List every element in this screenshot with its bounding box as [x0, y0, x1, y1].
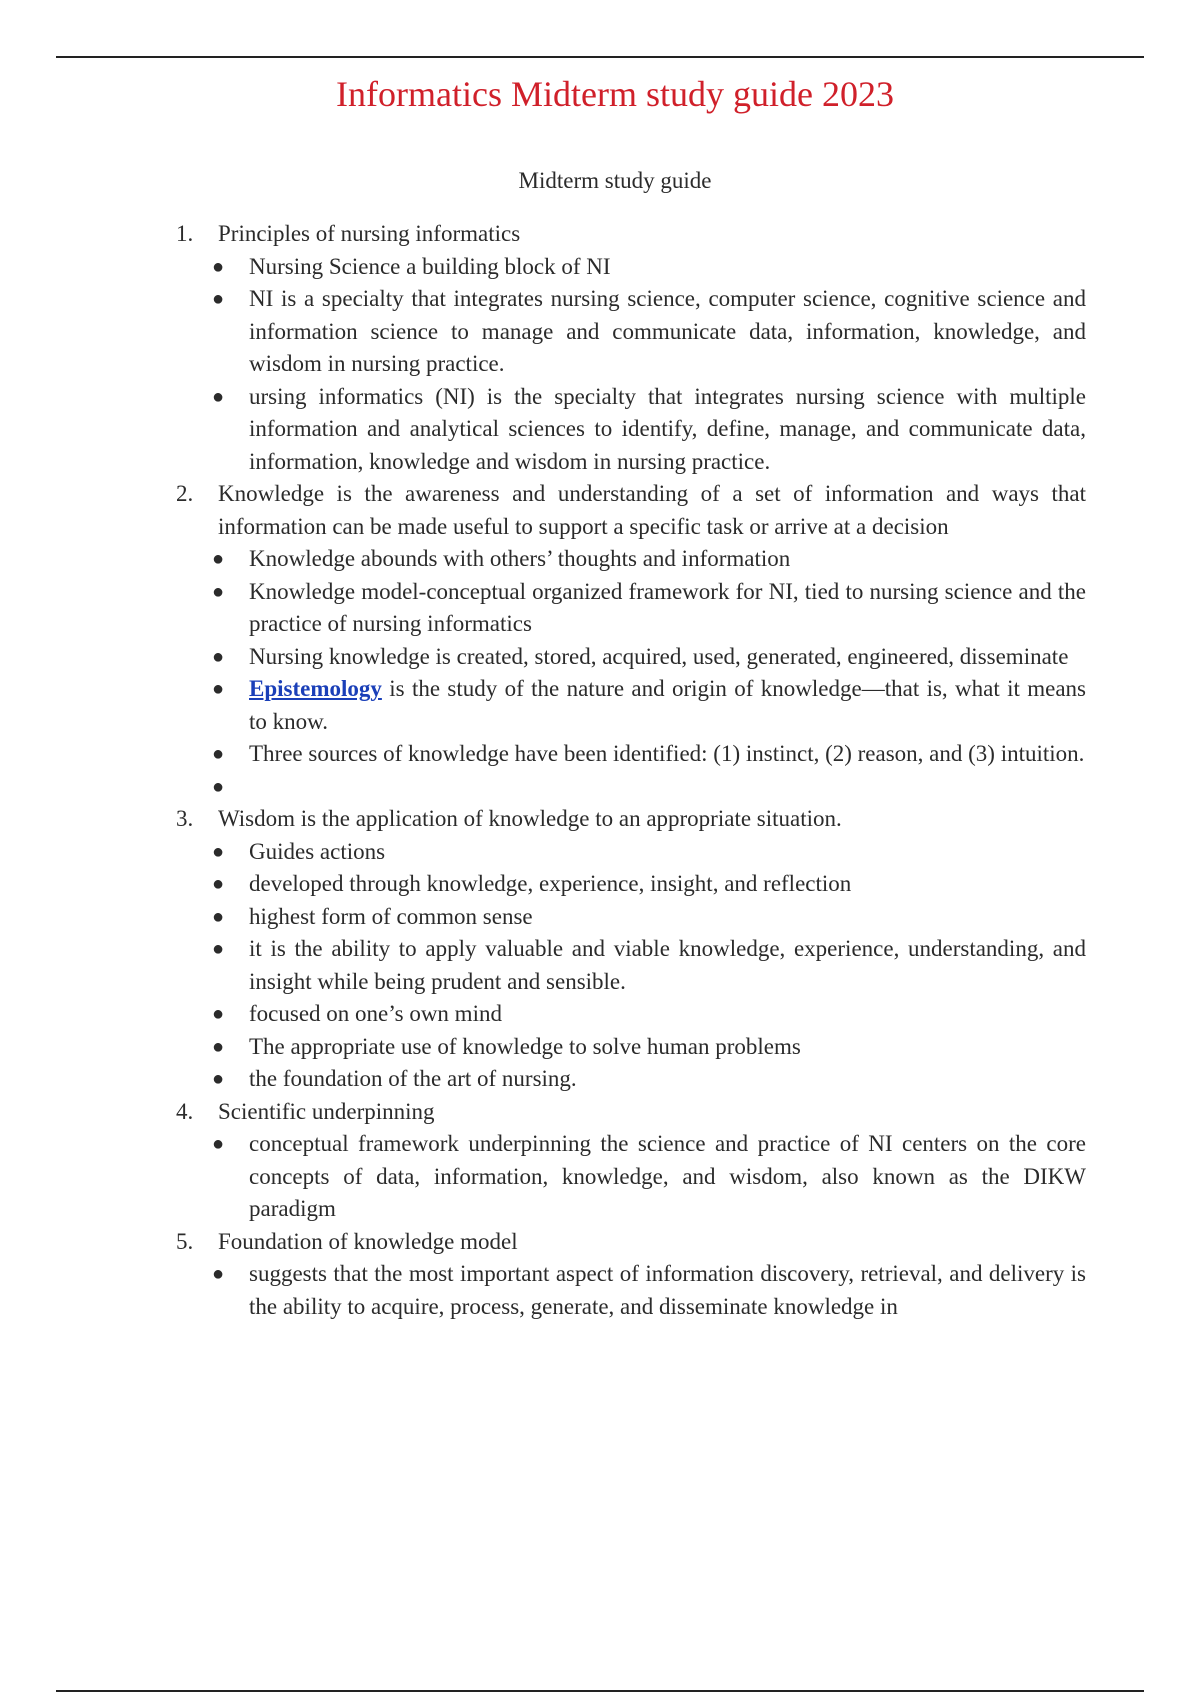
- bullet-icon: ●: [212, 1133, 225, 1155]
- document-title: Informatics Midterm study guide 2023: [336, 74, 894, 114]
- section-heading: Foundation of knowledge model: [218, 1228, 518, 1254]
- list-item: ● Guides actions: [249, 836, 1086, 869]
- list-item: ● Nursing knowledge is created, stored, acquired, used, generated, engineered, disseminate: [249, 641, 1086, 674]
- section-number: 2.: [176, 481, 194, 506]
- bullet-icon: ●: [212, 873, 225, 895]
- section-4: [176, 1096, 1086, 1129]
- bullet-icon: ●: [212, 255, 225, 278]
- section-2: [176, 478, 1086, 543]
- empty-list-item: [212, 771, 1086, 804]
- list-item: ● Knowledge model-conceptual organized framework for NI, tied to nursing science and the practice of nursing informatics: [249, 576, 1086, 641]
- list-item: ● Knowledge abounds with others’ thoughts and information: [249, 543, 1086, 576]
- section-heading: Wisdom is the application of knowledge to an appropriate situation.: [218, 806, 842, 831]
- section-heading: Principles of nursing informatics: [218, 221, 521, 246]
- section-4-bullets: [176, 1128, 1086, 1226]
- bullet-icon: ●: [212, 645, 225, 668]
- section-heading: Knowledge is the awareness and understanding of a set of information and ways that information can be made useful to support a specific task or arrive at a decision: [218, 481, 1086, 539]
- section-number: 1.: [176, 221, 194, 246]
- bullet-icon: ●: [212, 905, 225, 928]
- list-item: ● NI is a specialty that integrates nursing science, computer science, cognitive science and information science to manage and communicate data, information, knowledge, and wisdom in nursing practice.: [249, 283, 1086, 381]
- bullet-icon: ●: [212, 1263, 225, 1285]
- section-number: 3.: [176, 806, 194, 831]
- study-guide-content: [176, 218, 1086, 1323]
- list-item: ● developed through knowledge, experience, insight, and reflection: [249, 868, 1086, 901]
- section-heading: Scientific underpinning: [218, 1098, 435, 1124]
- list-item: ● the foundation of the art of nursing.: [249, 1063, 1086, 1096]
- bullet-icon: ●: [212, 1003, 225, 1025]
- top-rule: [56, 56, 1144, 58]
- section-2-bullets: [176, 543, 1086, 803]
- document-subtitle: Midterm study guide: [518, 168, 712, 193]
- list-item: ● focused on one’s own mind: [249, 998, 1086, 1031]
- section-number: 4.: [176, 1098, 194, 1124]
- epistemology-link[interactable]: Epistemology: [249, 676, 382, 701]
- bullet-icon: ●: [212, 678, 225, 700]
- list-item: ● highest form of common sense: [249, 901, 1086, 934]
- section-3-bullets: [176, 836, 1086, 1096]
- list-item: ● The appropriate use of knowledge to solve human problems: [249, 1031, 1086, 1064]
- bullet-icon: ●: [212, 840, 225, 863]
- bullet-icon: ●: [212, 775, 225, 798]
- section-number: 5.: [176, 1228, 194, 1254]
- list-item: ● Three sources of knowledge have been identified: (1) instinct, (2) reason, and (3) intuition.: [249, 738, 1086, 771]
- section-1-bullets: [176, 251, 1086, 479]
- bottom-rule: [56, 1690, 1144, 1692]
- bullet-icon: ●: [212, 288, 225, 310]
- list-item: ● suggests that the most important aspect of information discovery, retrieval, and delivery is the ability to acquire, process, generate, and disseminate knowledge in: [249, 1258, 1086, 1323]
- bullet-icon: ●: [212, 1035, 225, 1058]
- list-item: ● Epistemology is the study of the nature and origin of knowledge—that is, what it means to know.: [249, 673, 1086, 738]
- section-5-bullets: [176, 1258, 1086, 1323]
- bullet-icon: ●: [212, 385, 225, 408]
- bullet-icon: ●: [212, 580, 225, 603]
- bullet-icon: ●: [212, 938, 225, 960]
- list-item: ● Nursing Science a building block of NI: [249, 251, 1086, 284]
- list-item: ● it is the ability to apply valuable and viable knowledge, experience, understanding, and insight while being prudent and sensible.: [249, 933, 1086, 998]
- list-item: ● conceptual framework underpinning the science and practice of NI centers on the core concepts of data, information, knowledge, and wisdom, also known as the DIKW paradigm: [249, 1128, 1086, 1226]
- section-3: [176, 803, 1086, 836]
- bullet-icon: ●: [212, 548, 225, 570]
- section-5: [176, 1226, 1086, 1259]
- section-1: [176, 218, 1086, 251]
- list-item: ● ursing informatics (NI) is the specialty that integrates nursing science with multiple information and analytical sciences to identify, define, manage, and communicate data, information, knowledge and wisdom in nursing practice.: [249, 381, 1086, 479]
- bullet-icon: ●: [212, 743, 225, 765]
- bullet-icon: ●: [212, 1068, 225, 1090]
